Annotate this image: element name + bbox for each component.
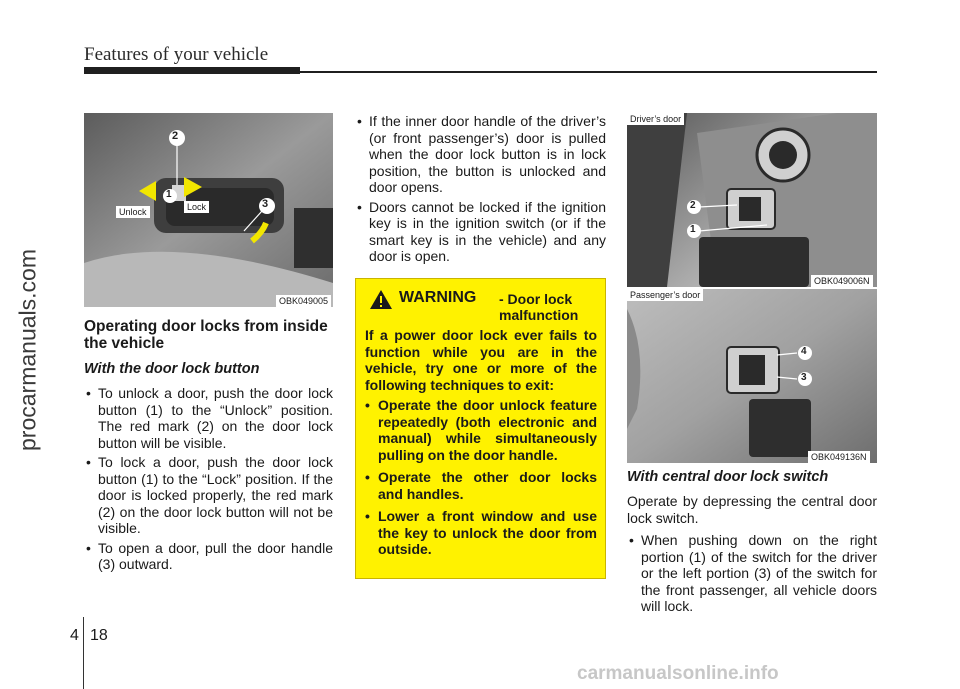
middle-column: [355, 113, 606, 268]
figure-right-label-2: 2: [690, 200, 696, 211]
footer-section-number: 4: [70, 627, 79, 644]
passenger-switch-illustration: [627, 289, 877, 463]
figure-right-label-1: 1: [690, 224, 696, 235]
footer-page-number: 18: [90, 627, 108, 644]
left-bullet-list: [84, 385, 333, 573]
header-rule-thin: [300, 71, 877, 73]
warning-intro: If a power door lock ever fails to function while you are in the vehicle, try one or more of the following techniques to exit:: [365, 327, 597, 393]
footer-divider: [83, 617, 84, 689]
list-item: • Lower a front window and use the key to unlock the door from outside.: [365, 508, 597, 558]
section-heading: Operating door locks from inside the vehicle: [84, 318, 328, 352]
warning-title: WARNING: [399, 289, 477, 306]
warning-triangle-icon: [369, 289, 393, 310]
header-rule-thick: [84, 67, 300, 74]
list-item: • Operate the other door locks and handles.: [365, 469, 597, 502]
central-switch-paragraph: Operate by depressing the central door lock switch.: [627, 493, 877, 526]
page-header-title: Features of your vehicle: [84, 44, 269, 65]
figure-left-label-1: 1: [166, 189, 172, 200]
figure-right-bottom-code: OBK049136N: [808, 451, 870, 463]
middle-bullet-list: [355, 113, 606, 265]
list-item: • To open a door, pull the door handle (3) outward.: [84, 540, 333, 573]
figure-left-label-3: 3: [262, 198, 269, 210]
figure-left-code: OBK049005: [276, 295, 331, 307]
drivers-door-caption: Driver’s door: [627, 113, 684, 125]
right-bullet-list: [627, 532, 877, 615]
warning-subtitle: - Door lock malfunction: [499, 291, 579, 323]
figure-right-label-4: 4: [801, 346, 807, 357]
passengers-door-caption: Passenger’s door: [627, 289, 703, 301]
list-item: • When pushing down on the right portion (1) of the switch for the driver or the left portion (3) of the switch for the front passenger, all vehicle doors will lock.: [627, 532, 877, 615]
subheading-door-lock-button: With the door lock button: [84, 361, 260, 377]
lock-label: Lock: [184, 201, 209, 213]
list-item: • To unlock a door, push the door lock button (1) to the “Unlock” position. The red mark (2) on the door lock button will be visible.: [84, 385, 333, 451]
subheading-central-switch: With central door lock switch: [627, 469, 829, 485]
bottom-watermark: carmanualsonline.info: [577, 663, 779, 684]
unlock-label: Unlock: [116, 206, 150, 218]
drivers-door-switch-photo: [627, 113, 877, 287]
figure-right-label-3: 3: [801, 372, 807, 383]
figure-right-top-code: OBK049006N: [811, 275, 873, 287]
warning-bullet-list: [365, 397, 597, 558]
right-column: [627, 469, 877, 618]
passengers-door-switch-photo: [627, 289, 877, 463]
list-item: • If the inner door handle of the driver’s (or front passenger’s) door is pulled when the door lock button is in lock position, the button is unlocked and door opens.: [355, 113, 606, 196]
warning-header: [365, 287, 597, 327]
door-lock-button-photo: [84, 113, 333, 307]
list-item: • Doors cannot be locked if the ignition key is in the ignition switch (or if the smart key is in the vehicle) and any door is open.: [355, 199, 606, 265]
driver-switch-illustration: [627, 113, 877, 287]
list-item: • Operate the door unlock feature repeatedly (both electronic and manual) while simultaneously pulling on the door handle.: [365, 397, 597, 463]
left-column: [84, 318, 333, 576]
figure-left-label-2: 2: [172, 130, 179, 142]
side-watermark: procarmanuals.com: [14, 249, 41, 451]
list-item: • To lock a door, push the door lock button (1) to the “Lock” position. If the door is locked properly, the red mark (2) on the door lock button will not be visible.: [84, 454, 333, 537]
warning-box: [355, 278, 606, 579]
